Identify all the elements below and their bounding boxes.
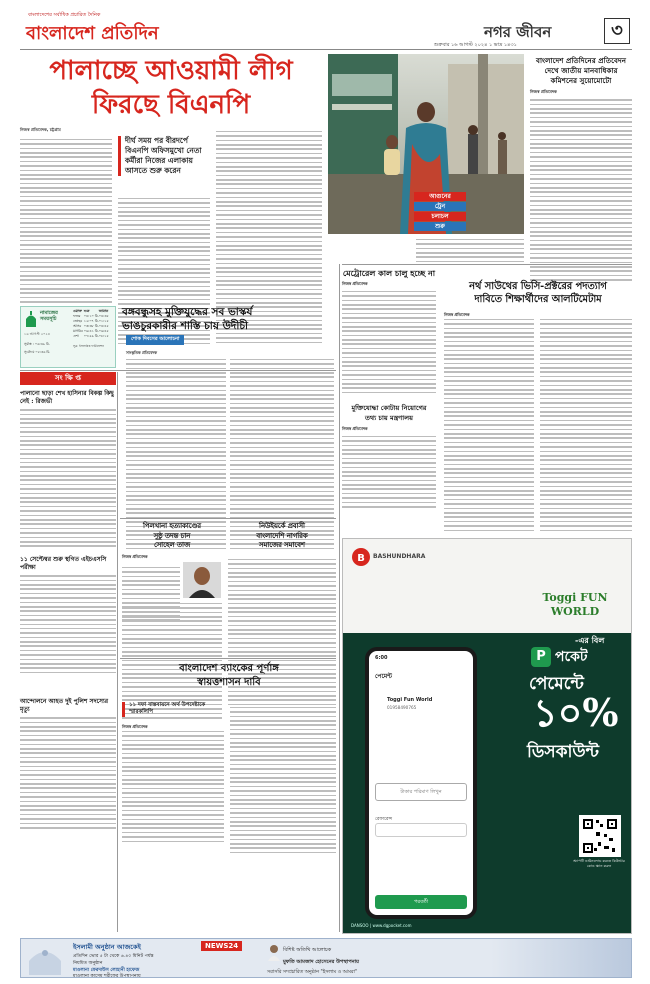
udichi-tag: শোক দিবসের আলোচনা: [126, 335, 184, 345]
newyork-headline-1: নিউইয়র্কে প্রবাসী: [259, 522, 305, 530]
ad-offer: ১০%: [533, 690, 619, 735]
next-button[interactable]: [375, 895, 467, 909]
brief-3-body: [20, 717, 116, 828]
sohel-taj-photo: [183, 562, 221, 598]
lead-pullquote: [118, 136, 210, 176]
mosque-decor-icon: [25, 943, 65, 975]
news24-l1: ইসলামী অনুষ্ঠান আজকেই: [73, 943, 141, 951]
pilkhana-headline-3: সোহেল তাজ: [153, 541, 191, 550]
quota-story: [342, 404, 436, 508]
prayer-cell: ০১:১৫: [98, 319, 109, 323]
vc-byline: নিজস্ব প্রতিবেদক: [444, 312, 470, 317]
vc-headline-2: দাবিতে শিক্ষার্থীদের আলটিমেটাম: [474, 294, 602, 305]
train-photo: [328, 54, 524, 234]
ad-brand: BASHUNDHARA: [373, 553, 426, 560]
news24-l4: মাওলানা ফেরদাউস লোহানী হাফেজ: [73, 968, 140, 973]
prayer-col-header: ওয়াক্ত: [73, 309, 82, 313]
prayer-cell: ১২:০৭ মি.: [83, 319, 99, 323]
brief-2: [20, 556, 116, 673]
bashundhara-logo-icon: [351, 547, 371, 567]
bank-story: [122, 662, 336, 689]
prayer-cell: মাগরিব: [73, 329, 83, 333]
brief-1-title: পালানো ছাড়া শেখ হাসিনার বিকল্প কিছু নেই : রিজভী: [20, 390, 114, 406]
prayer-cell: ০৪:১০ মি.: [83, 314, 99, 318]
news24-l2: প্রতিদিন ভোর ৫ টা থেকে ৬.৪০ মিনিট পর্যন্ত: [73, 954, 154, 959]
section-rule: [342, 264, 632, 265]
section-title: নগর জীবন: [484, 23, 552, 41]
pilkhana-headline-1: পিলখানা হত্যাকাণ্ডের: [142, 522, 202, 530]
udichi-byline: সাংস্কৃতিক প্রতিবেদক: [126, 350, 157, 355]
metro-headline: মেট্রোরেল কাল চালু হচ্ছে না: [342, 268, 436, 278]
issue-date: শুক্রবার ১৬ আগস্ট ২০২৪ ১ ভাদ্র ১৪৩১: [434, 42, 517, 48]
column-rule: [339, 264, 340, 932]
prayer-cell: ০৪:৪৫: [98, 324, 109, 328]
prayer-cell: ০৬:৪৫: [98, 329, 109, 333]
qr-note: অ্যাপটি ডাউনলোড করতে কিউআর কোড স্ক্যান করুন: [573, 859, 625, 868]
pocket-ad[interactable]: [342, 538, 632, 934]
quota-byline: নিজস্ব প্রতিবেদক: [342, 426, 368, 431]
prayer-table: [73, 309, 109, 339]
amount-input[interactable]: [375, 783, 467, 801]
newyork-headline-3: সমাজের সমাবেশ: [259, 541, 305, 550]
quota-headline-2: তথ্য চায় মন্ত্রণালয়: [364, 413, 413, 422]
prayer-title: নামাজের সময়সূচি: [40, 310, 58, 322]
vc-col-1: [444, 316, 534, 531]
lead-headline-2: ফিরছে বিএনপি: [91, 90, 251, 120]
phone-mockup: [365, 647, 477, 919]
news24-l8: সরাসরি সম্প্রচারিত অনুষ্ঠান "ইসলাম ও আমরা": [267, 970, 358, 975]
news24-l6: বিশিষ্ট অতিথি আলোচক: [283, 947, 332, 953]
phone-time: 6:00: [375, 655, 388, 661]
nhrc-byline: নিজস্ব প্রতিবেদক: [530, 89, 557, 95]
prayer-cell: ০৮:১৫: [98, 334, 109, 338]
pilkhana-headline-2: সুষ্ঠু তদন্ত চান: [153, 531, 191, 540]
page-number: ৩: [611, 20, 623, 41]
udichi-col-2: [230, 356, 334, 549]
udichi-story: [122, 305, 336, 333]
merchant-number: 01958490765: [387, 705, 417, 710]
caption-label-4: শুরু: [414, 222, 466, 231]
briefs-label: [20, 372, 116, 385]
briefs-label-text: সং ক্ষি প্ত: [55, 374, 81, 382]
section-rule: [120, 658, 336, 659]
news24-l3: নিয়মিত অনুষ্ঠান: [73, 961, 103, 966]
news24-l5: মাওলানা কাসেম শরীফের উপস্থাপনায়: [73, 974, 141, 978]
section-rule: [20, 370, 336, 371]
pocket-logo-badge: P: [531, 647, 551, 667]
news24-brand: NEWS24: [205, 942, 239, 950]
prayer-subtitle: ১৬ আগস্ট ২০২৪: [24, 332, 51, 336]
photo-caption-text: [416, 236, 524, 262]
lead-byline: নিজস্ব প্রতিবেদক, চট্টগ্রাম: [20, 127, 61, 132]
prayer-col-header: শুরু: [83, 309, 90, 313]
news24-l7: মুফতি আমজাদ হোসেনের উপস্থাপনায়: [283, 959, 359, 965]
photo-caption-labels: [414, 192, 466, 231]
caption-label-3: চলাচল: [414, 212, 466, 221]
news24-logo: [201, 941, 242, 951]
ad-footer: DANSOO | www.dgpocket.com: [351, 923, 412, 928]
brief-2-body: [20, 575, 116, 673]
guest-photo: [267, 943, 281, 961]
lead-headline-1: পালাচ্ছে আওয়ামী লীগ: [49, 56, 293, 86]
nhrc-story: [530, 56, 632, 281]
amount-placeholder: টাকার পরিমাণ লিখুন: [400, 789, 442, 795]
ad-line2: পেমেন্টে: [529, 674, 584, 694]
prayer-foot-2: সূর্যোদয় ০৫:৩৬ মি.: [24, 350, 51, 354]
column-rule: [117, 372, 118, 932]
prayer-col-header: জামাত: [98, 309, 109, 313]
prayer-cell: জোহর: [73, 319, 83, 323]
mosque-icon: [24, 311, 38, 327]
news24-ad[interactable]: [20, 938, 632, 978]
prayer-cell: এশা: [73, 334, 79, 338]
prayer-cell: ০৪:৩৫: [98, 314, 109, 318]
metro-story: [342, 268, 436, 393]
udichi-headline-2: ভাঙচুরকারীর শাস্তি চায় উদীচী: [122, 320, 249, 332]
metro-body: [342, 291, 436, 394]
pilkhana-col-2: [122, 600, 222, 719]
logo-title: বাংলাদেশ প্রতিদিন: [26, 23, 159, 44]
lead-story: [20, 54, 322, 122]
brief-3-title: আন্দোলনে আহত দুই পুলিশ সদস্যের মৃত্যু: [20, 698, 109, 714]
vc-col-2: [540, 316, 632, 531]
pilkhana-story: [122, 522, 222, 561]
ad-offer-word: ডিসকাউন্ট: [527, 742, 600, 762]
newyork-story: [228, 522, 336, 551]
nhrc-headline: বাংলাদেশ প্রতিদিনের প্রতিবেদন দেখে জাতীয় মানবাধিকার কমিশনের সুয়োমোটো: [535, 56, 627, 85]
nhrc-body: [530, 99, 632, 281]
prayer-cell: ০৭:৫৯ মি.: [83, 334, 99, 338]
prayer-times-box: [20, 306, 116, 368]
bank-col-2: [230, 704, 336, 853]
prayer-cell: ০৬:৪১ মি.: [83, 329, 99, 333]
quota-headline-1: মুক্তিযোদ্ধা কোটায় নিয়োগের: [351, 404, 427, 412]
reference-label: রেফারেন্স: [375, 817, 393, 822]
brief-3: [20, 698, 116, 829]
toggi-text: Toggi FUN WORLD: [542, 591, 608, 618]
vc-headline-1: নর্থ সাউথের ভিসি-প্রক্টরের পদত্যাগ: [469, 281, 607, 292]
udichi-col-1: [126, 356, 226, 549]
brief-1: [20, 390, 116, 547]
vc-story: [444, 280, 632, 306]
ad-wallet: পকেট: [555, 649, 588, 665]
next-button-label: পরবর্তী: [413, 899, 429, 905]
reference-input[interactable]: [375, 823, 467, 837]
bank-byline: নিজস্ব প্রতিবেদক: [122, 724, 148, 729]
prayer-cell: ফজর: [73, 314, 81, 318]
bank-subhead-text: ১১ দফা বাস্তবায়নে অর্থ উপদেষ্টাকে স্মারকলিপি: [129, 702, 206, 716]
bank-headline-2: স্বায়ত্তশাসন দাবি: [197, 676, 261, 688]
metro-byline: নিজস্ব প্রতিবেদক: [342, 281, 368, 286]
ad-sub: -এর বিল: [575, 636, 605, 645]
qr-code[interactable]: [579, 815, 621, 857]
qr-icon: [582, 818, 618, 854]
caption-label-1: আগুনের: [414, 192, 466, 201]
prayer-cell: ০৩:৩৮ মি.: [83, 324, 99, 328]
quota-body: [342, 436, 436, 508]
prayer-foot-1: সূর্যাস্ত : ০৬:৩৯ মি.: [24, 342, 50, 346]
masthead: [20, 12, 632, 50]
prayer-note: সূত্র: ইসলামিক ফাউন্ডেশন: [73, 344, 104, 348]
svg-text:B: B: [357, 553, 365, 564]
section-rule: [120, 518, 336, 519]
page-number-box: [604, 18, 630, 44]
newyork-headline-2: বাংলাদেশি নাগরিক: [256, 531, 308, 540]
merchant-name: Toggi Fun World: [387, 697, 433, 703]
bank-col-1: [122, 728, 224, 842]
toggi-logo: [531, 591, 619, 631]
pilkhana-byline: নিজস্ব প্রতিবেদক: [122, 553, 148, 559]
phone-header: পেমেন্ট: [375, 673, 392, 680]
udichi-headline-1: বঙ্গবন্ধুসহ মুক্তিযুদ্ধের সব ভাস্কর্য: [122, 306, 253, 318]
brief-1-body: [20, 409, 116, 547]
pullquote-text: দীর্ঘ সময় পর বীরদর্পে বিএনপি অফিসমুখো নেতা কর্মীরা নিজের এলাকায় আসতে শুরু করেন: [125, 136, 202, 175]
logo-tagline: বাংলাদেশের সর্বাধিক প্রচারিত দৈনিক: [28, 12, 101, 18]
bank-headline-1: বাংলাদেশ ব্যাংকের পূর্ণাঙ্গ: [179, 663, 279, 674]
caption-label-2: ট্রেন: [414, 202, 466, 211]
bank-subhead: [122, 702, 224, 717]
news24-right-decor: [491, 939, 632, 978]
prayer-cell: আসর: [73, 324, 82, 328]
brief-2-title: ১১ সেপ্টেম্বর শুরু স্থগিত এইচএসসি পরীক্ষা: [20, 556, 107, 572]
